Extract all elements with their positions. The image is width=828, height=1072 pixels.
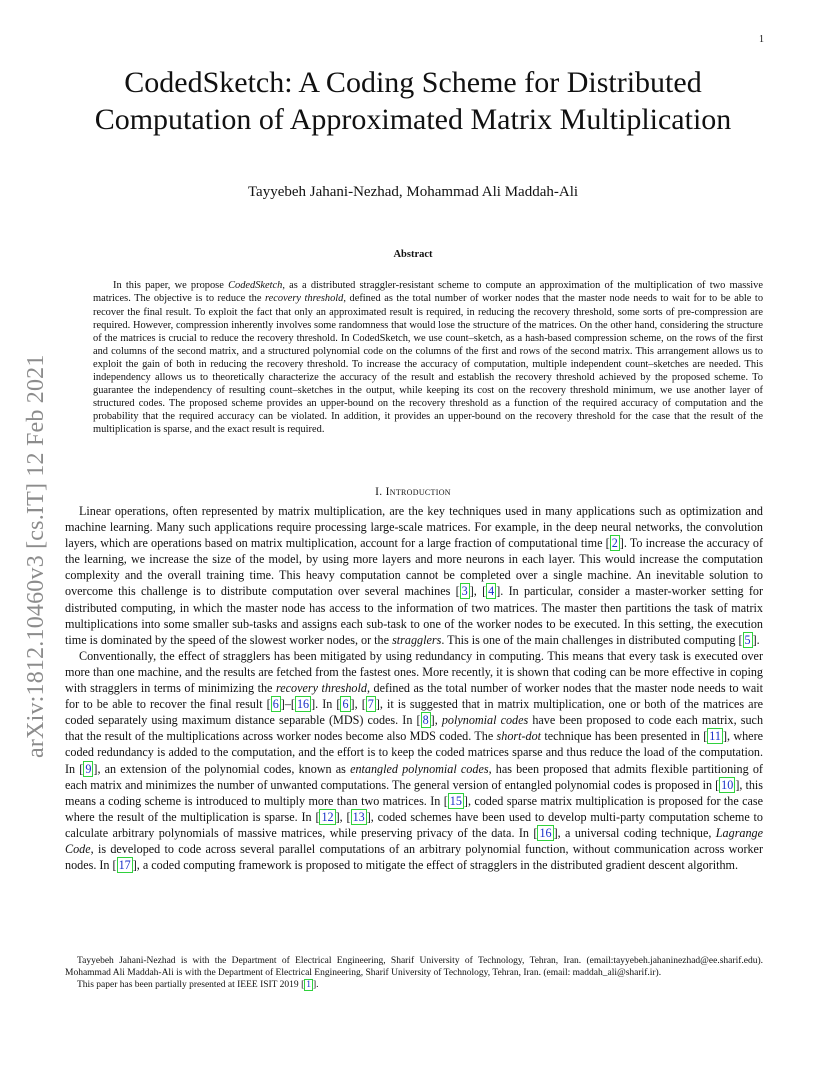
citation-link[interactable]: 4 [488,584,495,599]
citation-link[interactable]: 13 [352,809,365,824]
footnote-affiliation: Tayyebeh Jahani-Nezhad is with the Department of Electrical Engineering, Sharif University of Technology, Tehran, Iran. (email:tayyebeh.jahaninezhad@ee.sharif.edu). Mohammad Ali Maddah-Ali is with the Department of Electrical Engineering, Sharif University of Technology, Tehran, Iran. (email: maddah_ali@sharif.ir). [65,956,763,978]
citation-link[interactable]: 6 [272,697,279,712]
footnotes [65,955,763,991]
arxiv-identifier-stamp: arXiv:1812.10460v3 [cs.IT] 12 Feb 2021 [23,354,49,758]
page-number: 1 [759,34,764,45]
citation-link[interactable]: 5 [744,632,751,647]
term-recovery-threshold: recovery threshold [265,293,344,305]
abstract-body: In this paper, we propose CodedSketch, as a distributed straggler-resistant scheme to compute an approximation of the multiplication of two massive matrices. The objective is to reduce the recovery threshold, defined as the total number of worker nodes that the master node needs to wait for to be able to recover the final result. To exploit the fact that only an approximated result is required, in reducing the recovery threshold, some sorts of pre-compression are required. However, compression inherently involves some randomness that would lose the structure of the matrices. On the other hand, considering the structure of the matrices is crucial to reduce the recovery threshold. In CodedSketch, we use count–sketch, as a hash-based compression scheme, on the rows of the first and columns of the second matrix, and a structured polynomial code on the columns of the first and rows of the second matrix. This arrangement allows us to exploit the gain of both in reducing the recovery threshold. To increase the accuracy of computation, multiple independent count–sketches are needed. This independency allows us to theoretically characterize the accuracy of the result and establish the recovery threshold achieved by the proposed scheme. To guarantee the independency of resulting count–sketches in the output, while keeping its cost on the recovery threshold minimum, we use another layer of structured codes. The proposed scheme provides an upper-bound on the recovery threshold as a function of the required accuracy of computation and the probability that the required accuracy can be violated. In addition, it provides an upper-bound on the recovery threshold for the case that the result of the multiplication is sparse, and the exact result is required. [93,280,764,436]
citation-link[interactable]: 8 [422,713,429,728]
citation-link[interactable]: 7 [367,697,374,712]
citation-link[interactable]: 9 [85,761,92,776]
introduction-body [65,503,763,873]
author-list: Tayyebeh Jahani-Nezhad, Mohammad Ali Maddah-Ali [247,184,579,200]
intro-paragraph-2: Conventionally, the effect of stragglers has been mitigated by using redundancy in computing. This means that every task is executed over more than one machine, and the results are fetched from the fastest ones. More recently, it is shown that coding can be more effective in coping with stragglers in terms of minimizing the recovery threshold, defined as the total number of worker nodes that the master node needs to wait for to be able to recover the final result [ 6 ]–[ 16 ]. In [ 6 ], [ 7 ], it is suggested that in matrix multiplication, one or both of the matrices are coded separately using maximum distance separable (MDS) codes. In [ 8 ], polynomial codes have been proposed to code each matrix, such that the result of the multiplications across worker nodes become also MDS coded. The short-dot technique has been presented in [ 11 ], where coded redundancy is added to the computation, and the effort is to keep the coded matrices sparse and thus reduce the load of the computation. In [ 9 ], an extension of the polynomial codes, known as entangled polynomial codes, has been proposed that admits flexible partitioning of each matrix and minimizes the number of unwanted computations. The general version of entangled polynomial codes is proposed in [ 10 ], this means a coding scheme is introduced to multiply more than two matrices. In [ 15 ], coded sparse matrix multiplication is proposed for the case where the result of the multiplication is sparse. In [ 12 ], [ 13 ], coded schemes have been used to develop multi-party computation scheme to calculate arbitrary polynomials of massive matrices, while preserving privacy of the data. In [ 16 ], a universal coding technique, Lagrange Code, is developed to code across several parallel computations of an arbitrary polynomial function, without communication across worker nodes. In [ 17 ], a coded computing framework is proposed to mitigate the effect of stragglers in the distributed gradient descent algorithm. [65,648,764,873]
paper-title: CodedSketch: A Coding Scheme for Distributed Computation of Approximated Matrix Multiplication [94,66,732,136]
section-heading-introduction: I. Introduction [375,486,451,498]
citation-link[interactable]: 1 [306,980,311,990]
citation-link[interactable]: 11 [709,729,721,744]
citation-link[interactable]: 15 [449,793,462,808]
citation-link[interactable]: 6 [342,697,349,712]
citation-link[interactable]: 16 [296,697,310,712]
citation-link[interactable]: 17 [118,858,131,873]
citation-link[interactable]: 3 [461,584,468,599]
citation-link[interactable]: 16 [539,825,552,840]
citation-link[interactable]: 2 [611,536,618,551]
footnote-conference: This paper has been partially presented at IEEE ISIT 2019 [ 1 ]. [77,980,319,990]
intro-paragraph-1: Linear operations, often represented by matrix multiplication, are the key techniques used in many applications such as optimization and machine learning. Many such applications require processing large-scale matrices. For example, in the deep neural networks, the convolution layers, which are operations based on matrix multiplication, account for a large fraction of computational time [ 2 ]. To increase the accuracy of the learning, we increase the size of the model, by using more layers and more neurons in each layer. This would increase the computation complexity and the overall training time. This heavy computation cannot be completed over a single machine. An inevitable solution to overcome this challenge is to distribute computation over several machines [ 3 ], [ 4 ]. In particular, consider a master-worker setting for distributed computing, in which the master node has access to the information of two matrices. The master then partitions the task of matrix multiplications into some smaller sub-tasks and assigns each sub-task to one of the worker nodes to be executed. In this setting, the execution time is dominated by the speed of the slowest worker nodes, or the stragglers. This is one of the main challenges in distributed computing [ 5 ]. [65,504,764,647]
citation-link[interactable]: 12 [321,809,334,824]
term-codedsketch: CodedSketch [228,280,283,292]
abstract-heading: Abstract [393,249,433,260]
citation-link[interactable]: 10 [721,777,734,792]
